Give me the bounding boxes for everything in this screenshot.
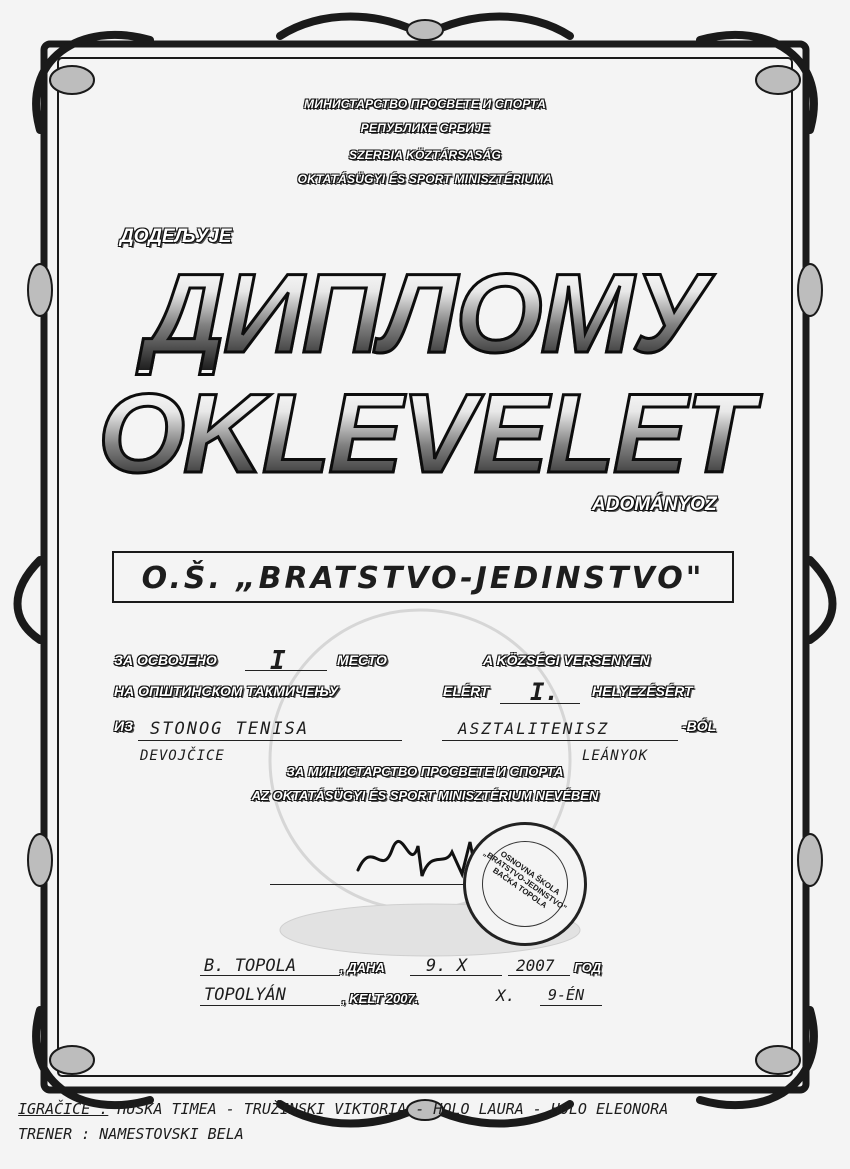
year-line-sr bbox=[508, 975, 570, 976]
category-sr: DEVOJČICE bbox=[140, 748, 225, 764]
players-label: IGRAČICE : bbox=[18, 1100, 109, 1118]
ministry-line-1: МИНИСТАРСТВО ПРОСВЕТЕ И СПОРТА bbox=[304, 97, 546, 111]
award-verb-sr: ДОДЕЉУЈЕ bbox=[120, 226, 232, 247]
coach-row bbox=[18, 1125, 244, 1143]
from-label-sr: ИЗ bbox=[114, 718, 134, 734]
official-stamp bbox=[463, 822, 587, 946]
sport-line-sr bbox=[138, 740, 402, 741]
god-label: ГОД bbox=[574, 960, 602, 975]
behalf-sr: ЗА МИНИСТАРСТВО ПРОСВЕТЕ И СПОРТА bbox=[286, 764, 564, 779]
day-sr: 9. X bbox=[426, 956, 467, 976]
behalf-hu: AZ OKTATÁSÜGYI ÉS SPORT MINISZTÉRIUM NEVÉBEN bbox=[251, 788, 599, 803]
diploma-title-sr: ДИПЛОМУ bbox=[0, 258, 850, 370]
category-hu: LEÁNYOK bbox=[582, 748, 649, 764]
place-prefix-sr: ЗА ОСВОЈЕНО bbox=[114, 652, 217, 668]
diploma-title-hu: OKLEVELET bbox=[0, 378, 850, 490]
sport-value-hu: ASZTALITENISZ bbox=[458, 719, 610, 738]
place-date-line-hu bbox=[200, 1005, 340, 1006]
players-list: HUSKA TIMEA - TRUŽINSKI VIKTORIA - HOLO LAURA - HOLO ELEONORA bbox=[117, 1100, 669, 1118]
coach-name: NAMESTOVSKI BELA bbox=[99, 1125, 244, 1143]
ministry-line-3: SZERBIA KÖZTÁRSASÁG bbox=[348, 148, 502, 162]
day-hu: 9-ÉN bbox=[548, 986, 585, 1004]
competition-sr: НА ОПШТИНСКОМ ТАКМИЧЕЊУ bbox=[114, 683, 339, 699]
place-sr: B. TOPOLA bbox=[204, 956, 297, 976]
ministry-line-2: РЕПУБЛИКЕ СРБИЈЕ bbox=[360, 121, 490, 135]
place-suffix-sr: МЕСТО bbox=[337, 652, 387, 668]
competition-hu: A KÖZSÉGI VERSENYEN bbox=[483, 652, 650, 668]
place-value-hu: I. bbox=[530, 678, 559, 706]
place-suffix-hu: HELYEZÉSÉRT bbox=[592, 683, 693, 699]
place-line-sr bbox=[245, 670, 327, 671]
place-prefix-hu: ELÉRT bbox=[443, 683, 489, 699]
award-verb-hu: ADOMÁNYOZ bbox=[592, 494, 717, 515]
ministry-line-4: OKTATÁSÜGYI ÉS SPORT MINISZTÉRIUMA bbox=[297, 172, 553, 186]
day-line-hu bbox=[540, 1005, 602, 1006]
players-row bbox=[18, 1100, 668, 1118]
kelt-label: , KELT 2007. bbox=[342, 991, 419, 1006]
sport-line-hu bbox=[442, 740, 678, 741]
recipient-box bbox=[112, 551, 734, 603]
school-name: O.Š. „BRATSTVO-JEDINSTVO" bbox=[141, 561, 705, 596]
place-value-sr: I bbox=[270, 646, 286, 676]
place-hu: TOPOLYÁN bbox=[204, 985, 286, 1005]
sport-suffix-hu: -BÓL bbox=[682, 718, 717, 734]
year-sr: 2007 bbox=[516, 956, 555, 975]
coach-label: TRENER : bbox=[18, 1125, 91, 1143]
sport-value-sr: STONOG TENISA bbox=[150, 719, 310, 739]
month-hu: X. bbox=[496, 986, 516, 1005]
dana-label: , ДАНА bbox=[340, 960, 385, 975]
stamp-text: OSNOVNA ŠKOLA „BRATSTVO-JEDINSTVO" BAČKA TOPOLA bbox=[481, 848, 569, 913]
